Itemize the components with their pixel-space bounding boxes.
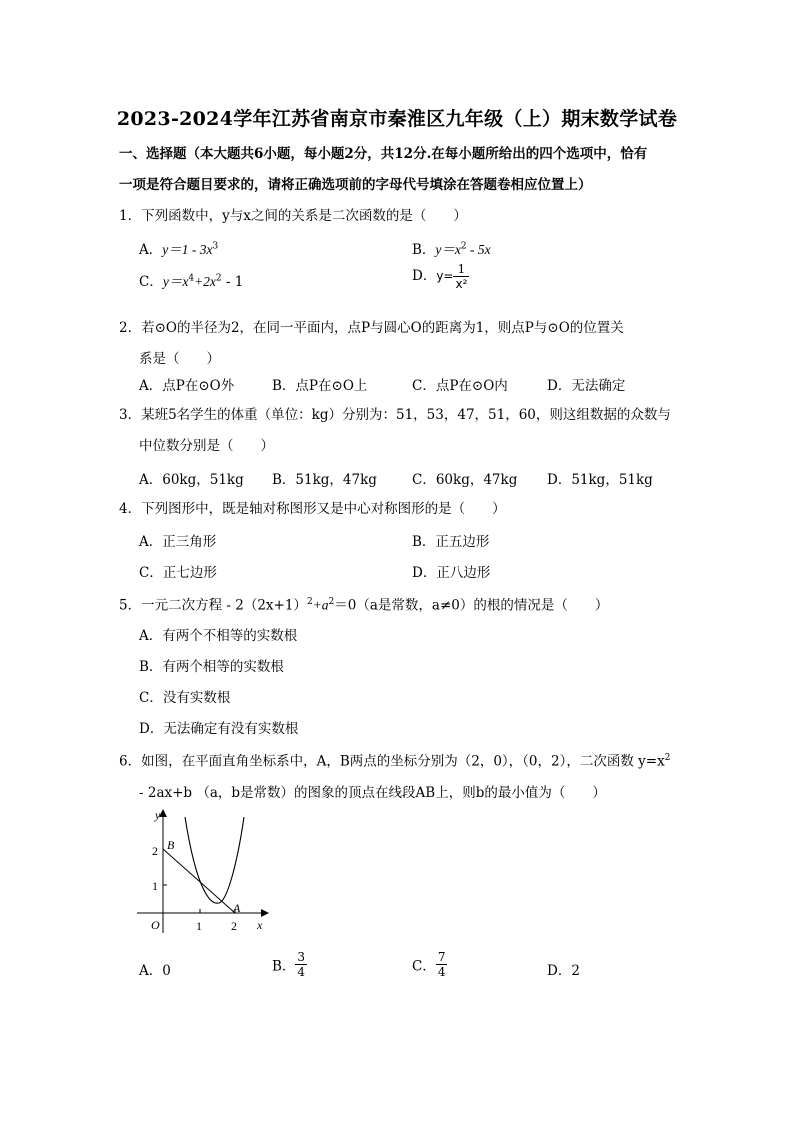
question-2-stem: 2．若⊙O的半径为2，在同一平面内，点P与圆心O的距离为1，则点P与⊙O的位置关 系是（ ） — [119, 320, 624, 367]
section-heading — [119, 139, 689, 201]
q2-option-b: B．点P在⊙O上 — [272, 378, 368, 394]
question-5-stem: 5．一元二次方程 - $2(2x+1)^2+a^2=0(a$是常数，a≠0）的根的情况是（ ） — [119, 597, 609, 614]
q1-option-c: C．$y=x^4+2x^2 - 1$ — [139, 273, 244, 290]
x-axis-arrow — [261, 909, 269, 917]
q4-option-b: B．正五边形 — [412, 534, 490, 550]
y-tick-2-label: 2 — [152, 844, 158, 858]
y-axis-label: y — [155, 808, 161, 822]
q1-option-d: D．y= $\frac{1}{\text{x²}}$ — [412, 262, 468, 291]
q6-option-c: C． $\frac{7}{4}$ — [412, 950, 446, 979]
x-tick-1-label: 1 — [196, 919, 202, 933]
q4-option-d: D．正八边形 — [412, 565, 491, 581]
page-title: 2023-2024学年江苏省南京市秦淮区九年级（上）期末数学试卷 — [116, 108, 678, 130]
q5-option-b: B．有两个相等的实数根 — [139, 659, 284, 675]
q2-option-d: D．无法确定 — [547, 378, 626, 394]
coordinate-figure — [133, 805, 273, 935]
q5-option-a: A．有两个不相等的实数根 — [139, 628, 298, 644]
origin-label: O — [151, 918, 160, 932]
q6-option-d: D．2 — [547, 963, 580, 979]
q4-option-c: C．正七边形 — [139, 565, 217, 581]
q5-option-d: D．无法确定有没有实数根 — [139, 721, 299, 737]
q3-option-d: D．51kg，51kg — [547, 472, 653, 488]
q5-option-c: C．没有实数根 — [139, 690, 231, 706]
q3-option-a: A．60kg，51kg — [139, 472, 244, 488]
section-line-2: 一项是符合题目要求的，请将正确选项前的字母代号填涂在答题卷相应位置上） — [119, 177, 592, 193]
question-3-stem: 3．某班5名学生的体重（单位：kg）分别为：51，53，47，51，60，则这组数据的众数与 中位数分别是（ ） — [119, 407, 671, 454]
point-b-label: B — [167, 838, 175, 852]
q2-option-c: C．点P在⊙O内 — [412, 378, 508, 394]
segment-ab — [163, 849, 235, 913]
q6-option-a: A．0 — [139, 963, 171, 979]
q4-option-a: A．正三角形 — [139, 534, 217, 550]
parabola-curve — [185, 817, 244, 903]
y-tick-1-label: 1 — [152, 879, 158, 893]
q6-option-b: B． $\frac{3}{4}$ — [272, 950, 306, 979]
section-line-1: 一、选择题（本大题共6小题，每小题2分，共12分.在每小题所给出的四个选项中，恰有 — [119, 146, 648, 162]
q3-option-c: C．60kg，47kg — [412, 472, 518, 488]
question-6-stem: 6．如图，在平面直角坐标系中，A，B两点的坐标分别为（2，0），（0，2），二次函数 $y=x^2$ - 2ax+b （a，b是常数）的图象的顶点在线段AB上，则b的最小值为（ ） — [119, 753, 671, 801]
q1-d-fraction: $\frac{1}{\text{x²}}$ — [455, 262, 468, 291]
q1-option-b: B．$y=x^2 - 5x$ — [412, 241, 491, 258]
point-a-label: A — [233, 901, 241, 915]
x-axis-label: x — [257, 918, 263, 932]
question-4-stem: 4．下列图形中，既是轴对称图形又是中心对称图形的是（ ） — [119, 501, 506, 517]
question-1-stem: 1．下列函数中，y与x之间的关系是二次函数的是（ ） — [119, 208, 467, 224]
x-tick-2-label: 2 — [231, 919, 237, 933]
q2-option-a: A．点P在⊙O外 — [139, 378, 235, 394]
q1-option-a: A．$y=1 - 3x^3$ — [139, 241, 219, 258]
q3-option-b: B．51kg，47kg — [272, 472, 377, 488]
